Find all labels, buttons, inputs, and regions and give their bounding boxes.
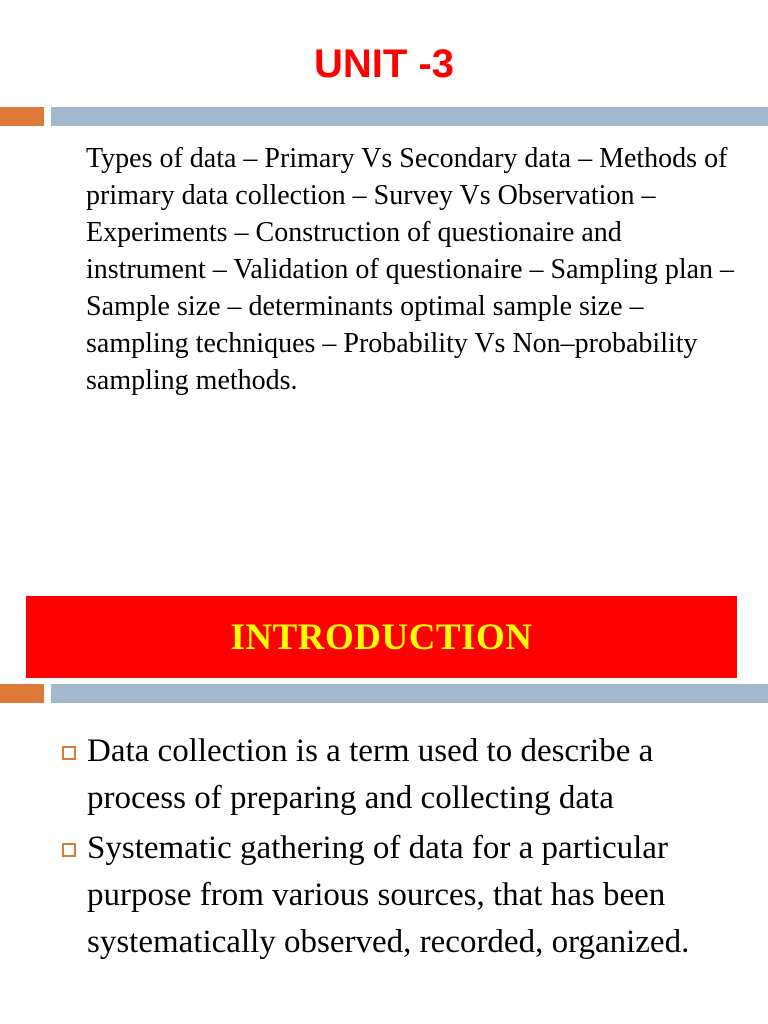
introduction-banner [26,596,737,678]
banner-divider [0,684,768,703]
bullet-list [60,728,760,969]
list-item [60,825,760,966]
hollow-square-bullet-icon [62,746,76,760]
bullet-text: Systematic gathering of data for a particular purpose from various sources, that has been systematically observed, recorded, organized. [87,830,690,960]
divider-accent-block [0,107,44,126]
list-item [60,728,760,822]
title-divider [0,107,768,126]
introduction-title: INTRODUCTION [230,616,533,658]
bullet-text: Data collection is a term used to describe a process of preparing and collecting data [87,733,654,816]
hollow-square-bullet-icon [62,843,76,857]
divider-bar [51,684,768,703]
slide-introduction [0,512,768,1024]
divider-accent-block [0,684,44,703]
unit-title: UNIT -3 [314,42,454,86]
syllabus-text: Types of data – Primary Vs Secondary data – Methods of primary data collection – Survey Vs Observation – Experiments – Construction of questionaire and instrument – Validation of questionaire – Sampling plan – Sample size – determinants optimal sample size – sampling techniques – Probability Vs Non–probability sampling methods. [86,143,735,396]
divider-bar [51,107,768,126]
